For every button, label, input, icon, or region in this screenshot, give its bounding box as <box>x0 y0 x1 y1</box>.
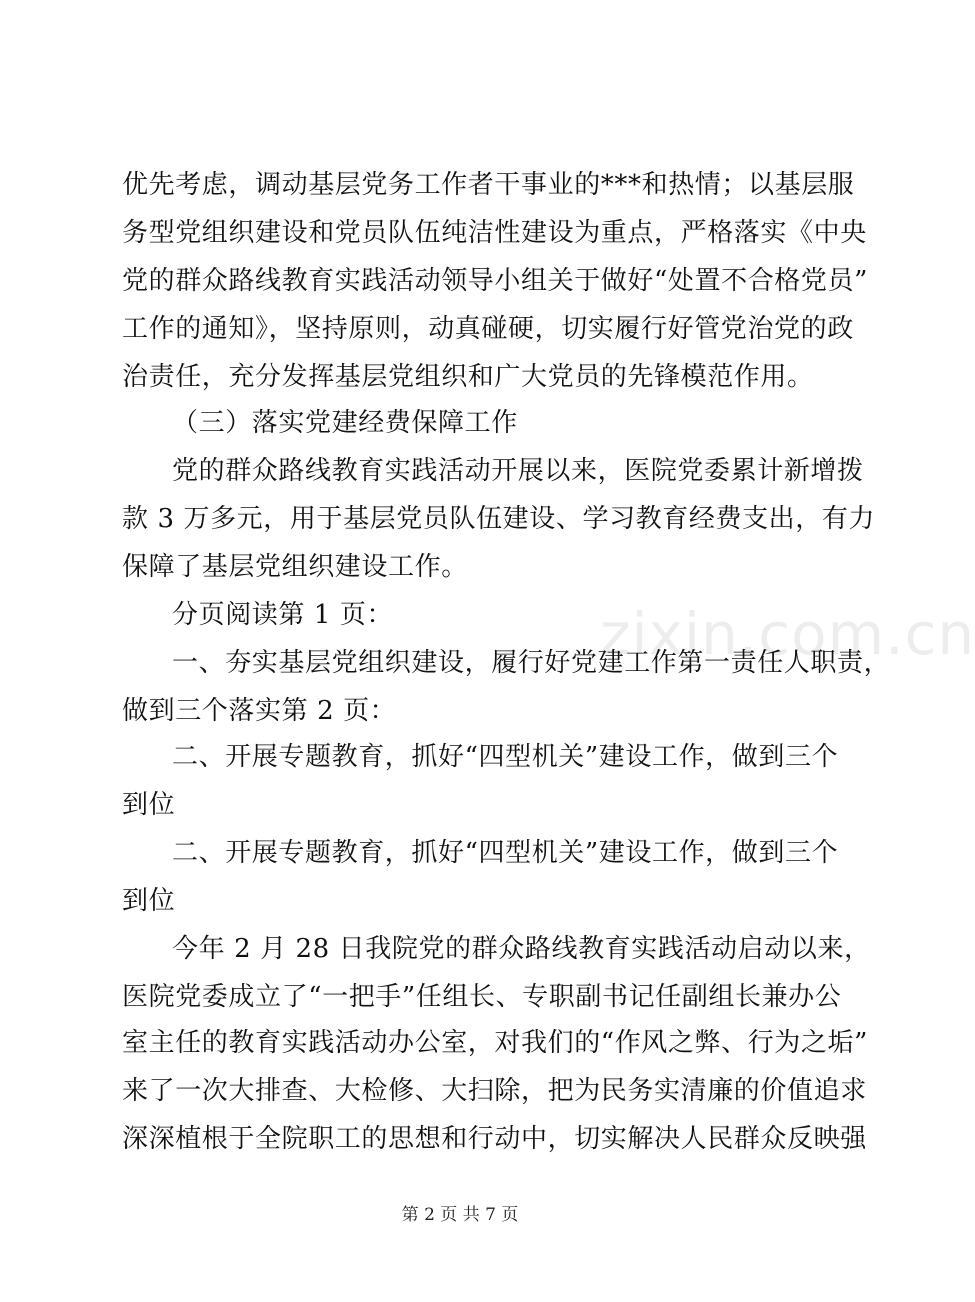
paragraph-line: 二、开展专题教育，抓好“四型机关”建设工作，做到三个 <box>172 742 839 772</box>
page-reading-label: 分页阅读第 1 页： <box>172 600 394 630</box>
paragraph-line: 今年 2 月 28 日我院党的群众路线教育实践活动启动以来， <box>172 934 871 964</box>
paragraph-line: 来了一次大排查、大检修、大扫除，把为民务实清廉的价值追求 <box>122 1076 867 1106</box>
paragraph-line: 优先考虑，调动基层党务工作者干事业的***和热情；以基层服 <box>122 170 855 200</box>
paragraph-line: 二、开展专题教育，抓好“四型机关”建设工作，做到三个 <box>172 838 839 868</box>
paragraph-line: 医院党委成立了“一把手”任组长、专职副书记任副组长兼办公 <box>122 982 842 1012</box>
paragraph-line: 款 3 万多元，用于基层党员队伍建设、学习教育经费支出，有力 <box>122 504 876 534</box>
paragraph-line: 工作的通知》，坚持原则，动真碰硬，切实履行好管党治党的政 <box>122 314 854 344</box>
paragraph-line: 一、夯实基层党组织建设，履行好党建工作第一责任人职责， <box>172 648 891 678</box>
paragraph-line: 深深植根于全院职工的思想和行动中，切实解决人民群众反映强 <box>122 1124 867 1154</box>
paragraph-line: 到位 <box>122 790 176 820</box>
paragraph-line: 到位 <box>122 886 176 916</box>
paragraph-line: 务型党组织建设和党员队伍纯洁性建设为重点，严格落实《中央 <box>122 218 867 248</box>
paragraph-line: 做到三个落实第 2 页： <box>122 696 397 726</box>
paragraph-line: 党的群众路线教育实践活动开展以来，医院党委累计新增拨 <box>172 456 864 486</box>
paragraph-line: 党的群众路线教育实践活动领导小组关于做好“处置不合格党员” <box>122 266 868 296</box>
watermark: zixin.com.cn <box>600 600 975 668</box>
page-footer: 第 2 页 共 7 页 <box>401 1205 519 1225</box>
paragraph-line: 室主任的教育实践活动办公室，对我们的“作风之弊、行为之垢” <box>122 1028 868 1058</box>
paragraph-line: 治责任，充分发挥基层党组织和广大党员的先锋模范作用。 <box>122 362 814 392</box>
paragraph-line: 保障了基层党组织建设工作。 <box>122 552 468 582</box>
section-heading: （三）落实党建经费保障工作 <box>172 408 518 438</box>
